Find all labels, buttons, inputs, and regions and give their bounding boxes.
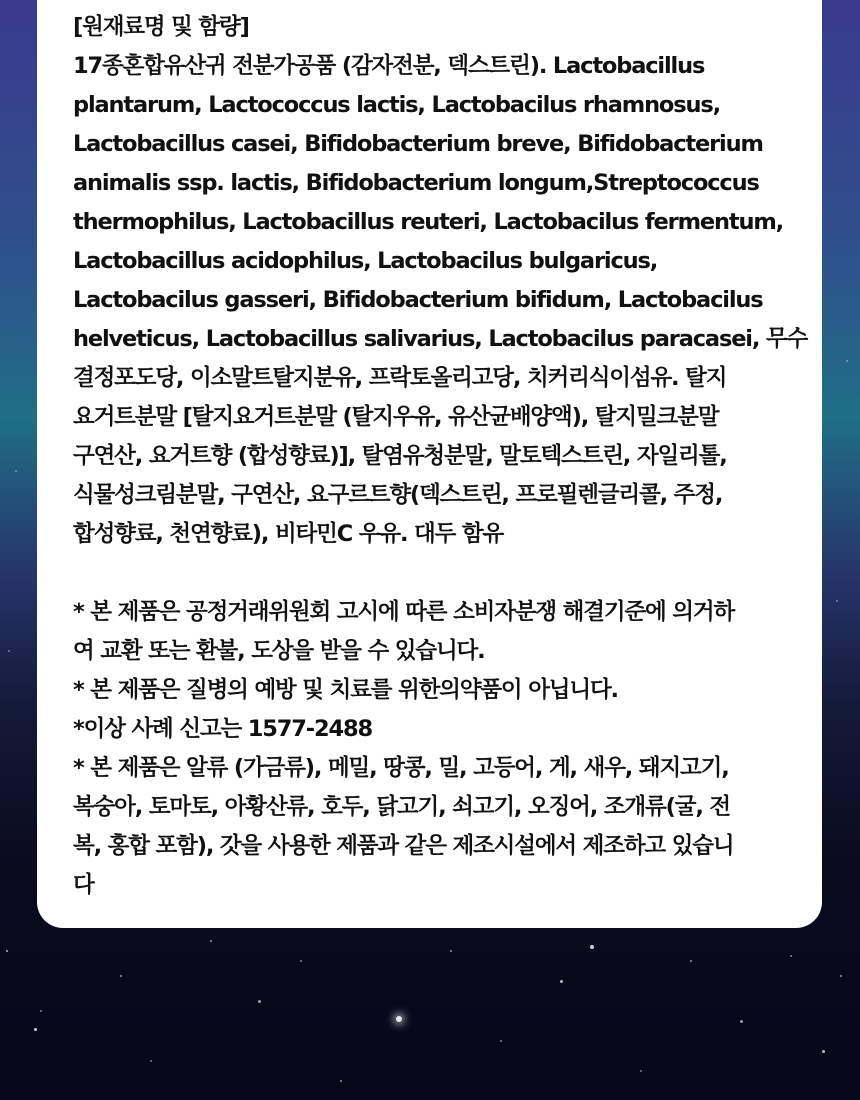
notice-line: *이상 사례 신고는 1577-2488 [73, 716, 372, 742]
paragraph-gap [73, 554, 822, 593]
notice-line: * 본 제품은 질병의 예방 및 치료를 위한의약품이 아닙니다. [73, 677, 618, 703]
ingredients-line: 17종혼합유산귀 전분가공품 (감자전분, 덱스트린). Lactobacillus [73, 53, 705, 79]
ingredients-card [37, 0, 822, 928]
ingredients-line: Lactobacilus gasseri, Bifidobacterium bifidum, Lactobacilus [73, 287, 763, 313]
notice-line: 복, 홍합 포함), 갓을 사용한 제품과 같은 제조시설에서 제조하고 있습니 [73, 833, 734, 859]
ingredients-line: helveticus, Lactobacillus salivarius, Lactobacilus paracasei, 무수 [73, 326, 808, 352]
notice-line: 다 [73, 872, 94, 898]
ingredients-line: Lactobacillus acidophilus, Lactobacilus bulgaricus, [73, 248, 658, 274]
ingredients-line: 요거트분말 [탈지요거트분말 (탈지우유, 유산균배양액), 탈지밀크분말 [73, 404, 719, 430]
ingredients-line: 결정포도당, 이소말트탈지분유, 프락토올리고당, 치커리식이섬유. 탈지 [73, 365, 727, 391]
notice-line: 여 교환 또는 환불, 도상을 받을 수 있습니다. [73, 638, 485, 664]
ingredients-heading: [원재료명 및 함량] [73, 14, 249, 40]
notice-line: * 본 제품은 공정거래위원회 고시에 따른 소비자분쟁 해결기준에 의거하 [73, 599, 735, 625]
notice-line: 복숭아, 토마토, 아황산류, 호두, 닭고기, 쇠고기, 오징어, 조개류(굴, 전 [73, 794, 730, 820]
ingredients-line: Lactobacillus casei, Bifidobacterium breve, Bifidobacterium [73, 131, 763, 157]
document-body [73, 8, 822, 905]
ingredients-line: 식물성크림분말, 구연산, 요구르트향(덱스트린, 프로필렌글리콜, 주정, [73, 482, 723, 508]
ingredients-line: plantarum, Lactococcus lactis, Lactobacilus rhamnosus, [73, 92, 720, 118]
ingredients-line: 합성향료, 천연향료), 비타민C 우유. 대두 함유 [73, 521, 504, 547]
ingredients-line: thermophilus, Lactobacillus reuteri, Lactobacilus fermentum, [73, 209, 784, 235]
ingredients-line: 구연산, 요거트향 (합성향료)], 탈염유청분말, 말토텍스트린, 자일리톨, [73, 443, 727, 469]
ingredients-line: animalis ssp. lactis, Bifidobacterium longum,Streptococcus [73, 170, 759, 196]
notice-line: * 본 제품은 알류 (가금류), 메밀, 땅콩, 밀, 고등어, 게, 새우, 돼지고기, [73, 755, 729, 781]
